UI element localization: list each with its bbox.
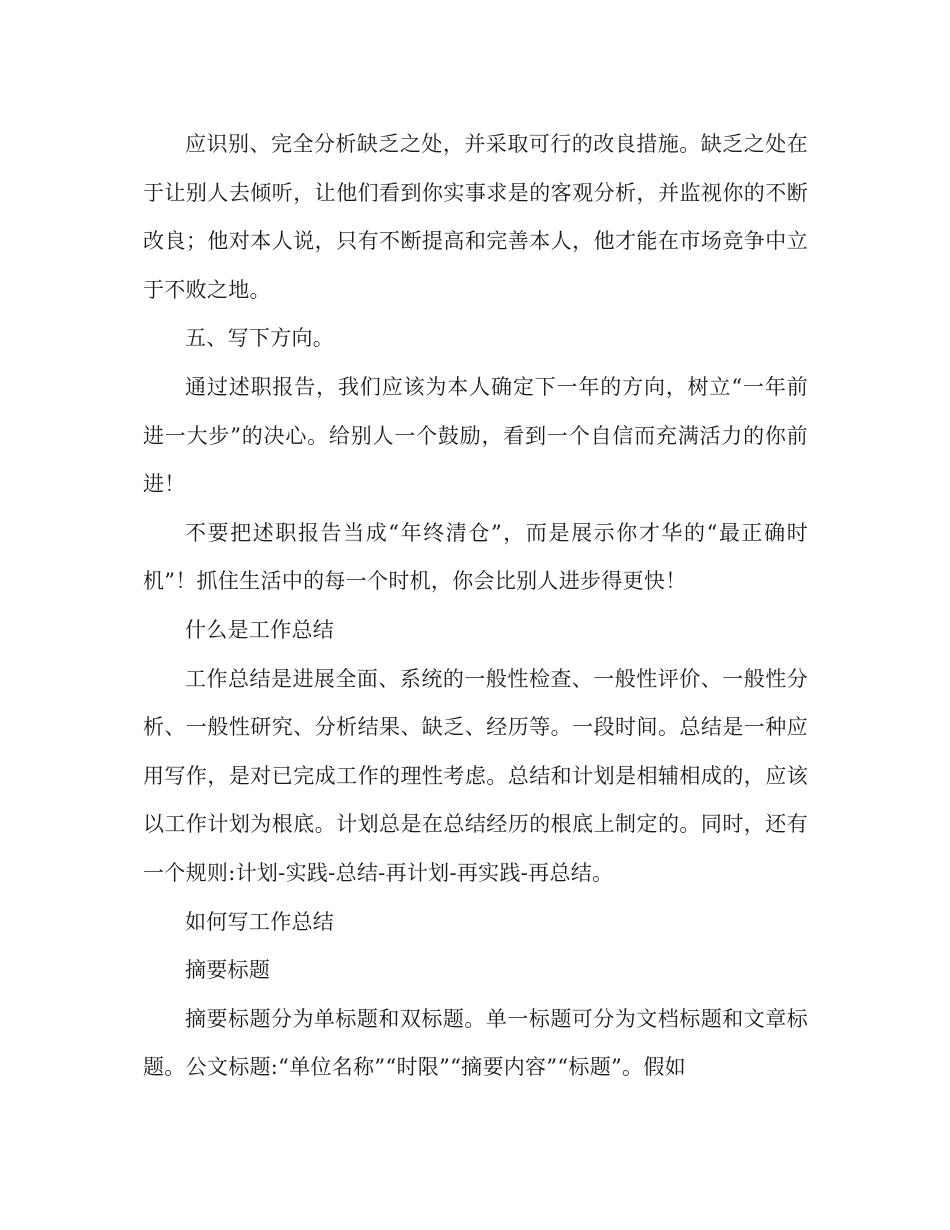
paragraph-direction: 通过述职报告，我们应该为本人确定下一年的方向，树立“一年前进一大步”的决心。给别人一个鼓励，看到一个自信而充满活力的你前进！: [143, 374, 808, 497]
document-body: [143, 120, 808, 1092]
heading-write-direction: 五、写下方向。: [185, 326, 335, 351]
heading-how-to-write: 如何写工作总结: [185, 909, 335, 934]
paragraph-opportunity: 不要把述职报告当成“年终清仓”，而是展示你才华的“最正确时机”！抓住生活中的每一个时机，你会比别人进步得更快！: [143, 520, 808, 594]
heading-abstract-title: 摘要标题: [185, 958, 271, 983]
paragraph-abstract-title: 摘要标题分为单标题和双标题。单一标题可分为文档标题和文章标题。公文标题:“单位名称”“时限”“摘要内容”“标题”。假如: [143, 1006, 808, 1080]
paragraph-improvement: 应识别、完全分析缺乏之处，并采取可行的改良措施。缺乏之处在于让别人去倾听，让他们看到你实事求是的客观分析，并监视你的不断改良；他对本人说，只有不断提高和完善本人，他才能在市场竞争中立于不败之地。: [143, 132, 808, 302]
heading-what-is-summary: 什么是工作总结: [185, 617, 335, 642]
paragraph-summary-definition: 工作总结是进展全面、系统的一般性检查、一般性评价、一般性分析、一般性研究、分析结果、缺乏、经历等。一段时间。总结是一种应用写作，是对已完成工作的理性考虑。总结和计划是相辅相成的，应该以工作计划为根底。计划总是在总结经历的根底上制定的。同时，还有一个规则:计划-实践-总结-再计划-再实践-再总结。: [143, 666, 808, 885]
